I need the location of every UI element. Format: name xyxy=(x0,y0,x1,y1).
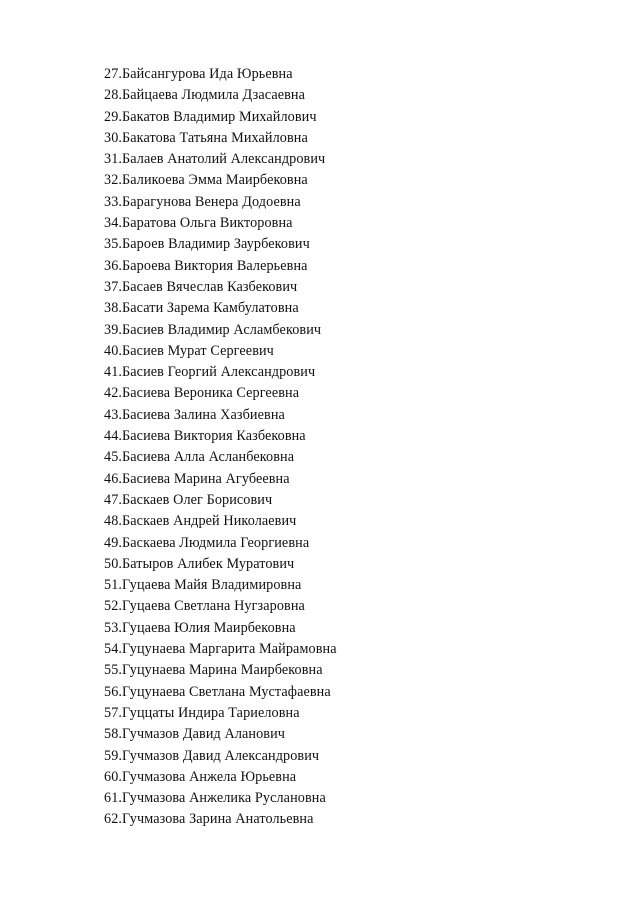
list-item: 37.Басаев Вячеслав Казбекович xyxy=(104,278,298,295)
list-item: 30.Бакатова Татьяна Михайловна xyxy=(104,129,308,146)
list-item: 29.Бакатов Владимир Михайлович xyxy=(104,108,317,125)
list-item: 52.Гуцаева Светлана Нугзаровна xyxy=(104,598,305,615)
list-item: 60.Гучмазова Анжела Юрьевна xyxy=(104,768,297,785)
list-item: 58.Гучмазов Давид Аланович xyxy=(104,726,286,743)
list-item: 49.Баскаева Людмила Георгиевна xyxy=(104,534,310,551)
list-item: 43.Басиева Залина Хазбиевна xyxy=(104,406,285,423)
list-item: 55.Гуцунаева Марина Маирбековна xyxy=(104,662,323,679)
list-item: 42.Басиева Вероника Сергеевна xyxy=(104,385,300,402)
list-item: 31.Балаев Анатолий Александрович xyxy=(104,151,326,168)
list-item: 41.Басиев Георгий Александрович xyxy=(104,364,316,381)
list-item: 50.Батыров Алибек Муратович xyxy=(104,555,295,572)
list-item: 28.Байцаева Людмила Дзасаевна xyxy=(104,87,306,104)
list-item: 32.Баликоева Эмма Маирбековна xyxy=(104,172,308,189)
list-item: 51.Гуцаева Майя Владимировна xyxy=(104,577,302,594)
list-item: 45.Басиева Алла Асланбековна xyxy=(104,449,295,466)
list-item: 53.Гуцаева Юлия Маирбековна xyxy=(104,619,296,636)
list-item: 48.Баскаев Андрей Николаевич xyxy=(104,513,297,530)
list-item: 40.Басиев Мурат Сергеевич xyxy=(104,342,274,359)
list-item: 56.Гуцунаева Светлана Мустафаевна xyxy=(104,683,331,700)
list-item: 62.Гучмазова Зарина Анатольевна xyxy=(104,811,314,828)
list-item: 47.Баскаев Олег Борисович xyxy=(104,491,273,508)
list-item: 54.Гуцунаева Маргарита Майрамовна xyxy=(104,641,337,658)
list-item: 44.Басиева Виктория Казбековна xyxy=(104,428,306,445)
list-item: 27.Байсангурова Ида Юрьевна xyxy=(104,66,293,82)
list-item: 39.Басиев Владимир Асламбекович xyxy=(104,321,322,338)
list-item: 57.Гуццаты Индира Тариеловна xyxy=(104,704,300,721)
name-list xyxy=(104,64,337,831)
list-item: 46.Басиева Марина Агубеевна xyxy=(104,470,290,487)
list-item: 61.Гучмазова Анжелика Руслановна xyxy=(104,790,326,807)
list-item: 36.Бароева Виктория Валерьевна xyxy=(104,257,308,274)
list-item: 59.Гучмазов Давид Александрович xyxy=(104,747,320,764)
list-item: 35.Бароев Владимир Заурбекович xyxy=(104,236,310,253)
list-item: 34.Баратова Ольга Викторовна xyxy=(104,215,293,232)
list-item: 38.Басати Зарема Камбулатовна xyxy=(104,300,299,317)
list-item: 33.Барагунова Венера Додоевна xyxy=(104,193,301,210)
